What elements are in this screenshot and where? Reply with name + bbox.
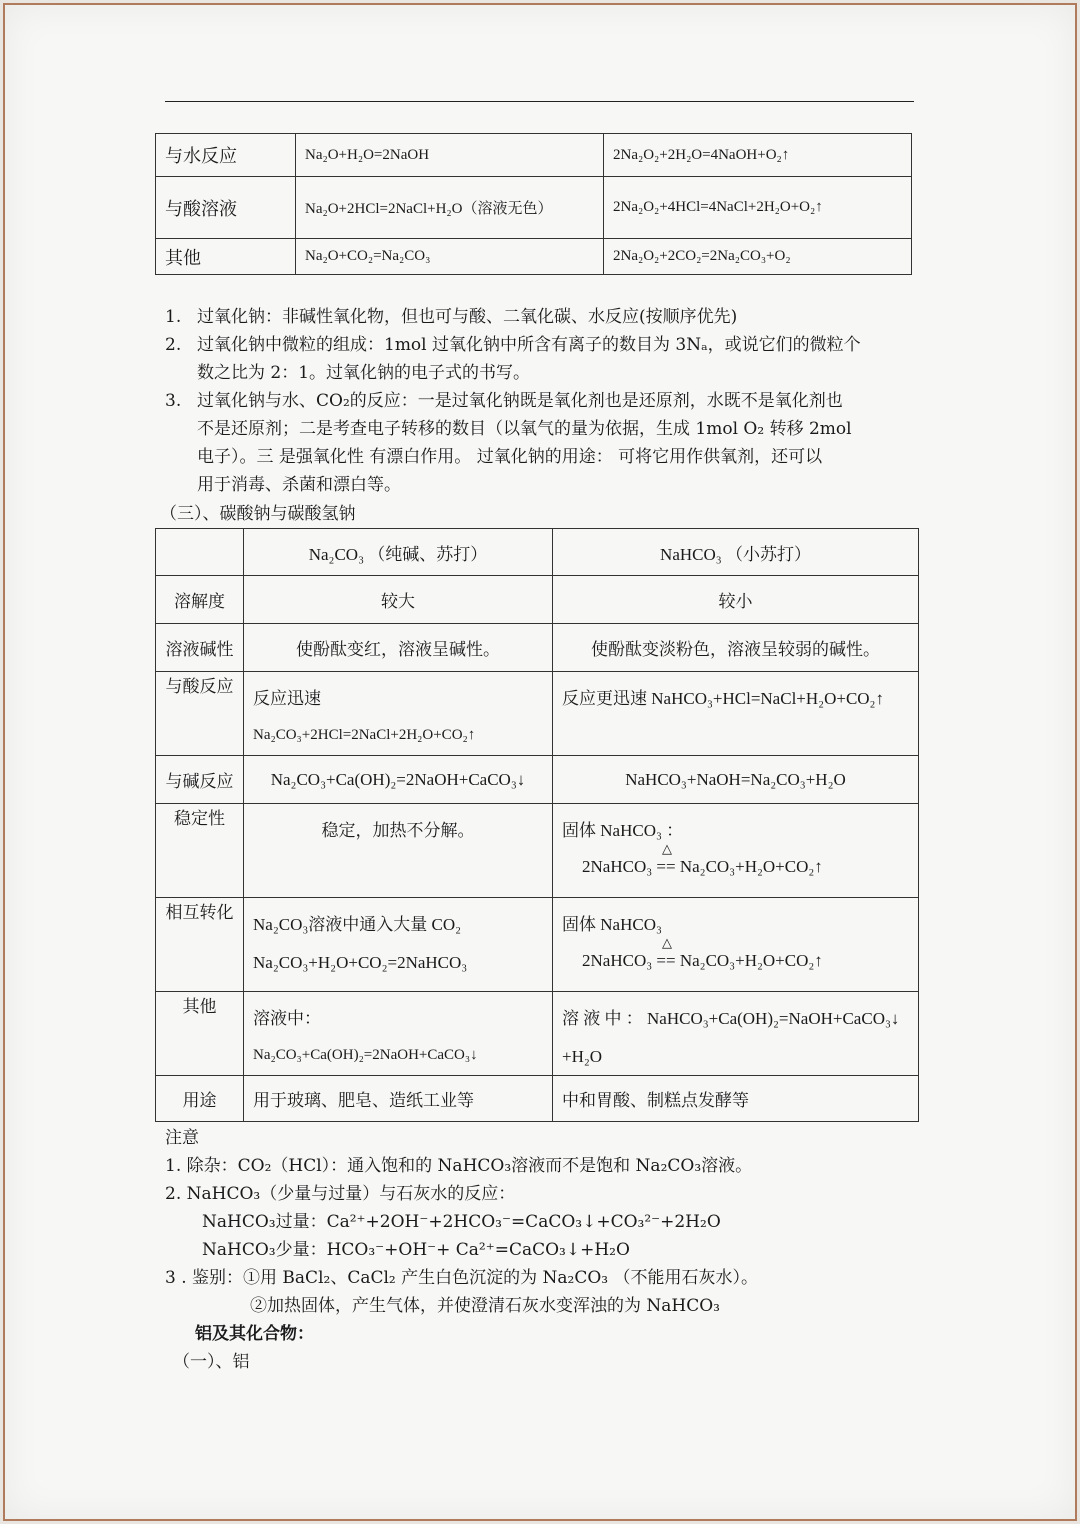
note-line: 不是还原剂；二是考查电子转移的数目（以氧气的量为依据，生成 1mol O₂ 转移 2mol: [197, 419, 852, 439]
row-label: 与水反应: [156, 134, 296, 177]
row-label: 与酸溶液: [156, 177, 296, 239]
na2co3-cell: 用于玻璃、肥皂、造纸工业等: [244, 1076, 553, 1122]
note-line: NaHCO₃过量：Ca²⁺+2OH⁻+2HCO₃⁻=CaCO₃↓+CO₃²⁻+2H₂O: [202, 1212, 721, 1232]
heat-symbol: △: [662, 841, 672, 856]
nahco3-cell: [553, 898, 919, 992]
table-row: [156, 898, 919, 992]
header-rule: [165, 101, 914, 102]
na2o2-cell: 2Na₂O₂+2H₂O=4NaOH+O₂↑: [604, 134, 912, 177]
row-label: 相互转化: [156, 898, 244, 992]
row-label: 其他: [156, 992, 244, 1076]
carbonate-comparison-table: [155, 528, 919, 1122]
nahco3-cell: 反应更迅速 NaHCO₃+HCl=NaCl+H₂O+CO₂↑: [553, 672, 919, 756]
cell-line: Na₂CO₃溶液中通入大量 CO₂: [253, 915, 462, 934]
note-line: ②加热固体，产生气体，并使澄清石灰水变浑浊的为 NaHCO₃: [250, 1296, 720, 1316]
section-heading: 铝及其化合物：: [195, 1324, 314, 1344]
attention-notes: [165, 1124, 925, 1376]
row-label: 与碱反应: [156, 756, 244, 804]
nahco3-cell: 使酚酞变淡粉色，溶液呈较弱的碱性。: [553, 624, 919, 672]
table-row: [156, 804, 919, 898]
na2o2-cell: 2Na₂O₂+2CO₂=2Na₂CO₃+O₂: [604, 239, 912, 275]
na2co3-cell: [244, 672, 553, 756]
row-label: 溶液碱性: [156, 624, 244, 672]
cell-line: 固体 NaHCO₃: [562, 915, 662, 934]
na2co3-cell: [244, 898, 553, 992]
note-line: 1. 除杂：CO₂（HCl）：通入饱和的 NaHCO₃溶液而不是饱和 Na₂CO₃溶液。: [165, 1156, 753, 1176]
heat-symbol: △: [662, 935, 672, 950]
row-label: [156, 529, 244, 576]
row-label: 用途: [156, 1076, 244, 1122]
note-line: 3. 过氧化钠与水、CO₂的反应：一是过氧化钠既是氧化剂也是还原剂，水既不是氧化剂也: [165, 391, 843, 411]
note-line: 3 . 鉴别：①用 BaCl₂、CaCl₂ 产生白色沉淀的为 Na₂CO₃ （不能用石灰水）。: [165, 1268, 759, 1288]
table-row: [156, 992, 919, 1076]
table-row: [156, 756, 919, 804]
peroxide-notes: [165, 303, 925, 499]
table-row: [156, 177, 912, 239]
na2o-cell: Na₂O+H₂O=2NaOH: [296, 134, 604, 177]
table-row: [156, 576, 919, 624]
nahco3-cell: NaHCO₃+NaOH=Na₂CO₃+H₂O: [553, 756, 919, 804]
table-row: [156, 134, 912, 177]
cell-line: Na₂CO₃+Ca(OH)₂=2NaOH+CaCO₃↓: [253, 1047, 478, 1063]
cell-line: 溶液中：: [253, 1009, 321, 1029]
nahco3-header: NaHCO₃ （小苏打）: [553, 529, 919, 576]
row-label: 稳定性: [156, 804, 244, 898]
note-title: 注意: [165, 1128, 199, 1148]
na2co3-cell: Na₂CO₃+Ca(OH)₂=2NaOH+CaCO₃↓: [244, 756, 553, 804]
table-row: [156, 1076, 919, 1122]
nahco3-cell: [553, 992, 919, 1076]
row-label: 其他: [156, 239, 296, 275]
table-row: [156, 624, 919, 672]
note-line: 2. 过氧化钠中微粒的组成：1mol 过氧化钠中所含有离子的数目为 3Nₐ，或说它们的微粒个: [165, 335, 861, 355]
cell-line: 2NaHCO₃ == Na₂CO₃+H₂O+CO₂↑: [582, 857, 823, 876]
na2co3-cell: 使酚酞变红，溶液呈碱性。: [244, 624, 553, 672]
note-line: NaHCO₃少量：HCO₃⁻+OH⁻+ Ca²⁺=CaCO₃↓+H₂O: [202, 1240, 630, 1260]
cell-line: Na₂CO₃+2HCl=2NaCl+2H₂O+CO₂↑: [253, 727, 476, 743]
na2co3-header: Na₂CO₃ （纯碱、苏打）: [244, 529, 553, 576]
subsection-title: （一）、铝: [173, 1352, 250, 1372]
na2o2-cell: 2Na₂O₂+4HCl=4NaCl+2H₂O+O₂↑: [604, 177, 912, 239]
na2co3-cell: 较大: [244, 576, 553, 624]
na2co3-cell: [244, 992, 553, 1076]
note-line: 2. NaHCO₃（少量与过量）与石灰水的反应：: [165, 1184, 516, 1204]
nahco3-cell: [553, 804, 919, 898]
cell-line: 2NaHCO₃ == Na₂CO₃+H₂O+CO₂↑: [582, 951, 823, 970]
cell-line: 溶 液 中 ： NaHCO₃+Ca(OH)₂=NaOH+CaCO₃↓: [562, 1009, 900, 1028]
cell-line: 固体 NaHCO₃ ：: [562, 821, 684, 840]
na2o-cell: Na₂O+CO₂=Na₂CO₃: [296, 239, 604, 275]
note-line: 1. 过氧化钠：非碱性氧化物，但也可与酸、二氧化碳、水反应(按顺序优先): [165, 307, 738, 327]
table-row: [156, 239, 912, 275]
sodium-oxide-comparison-table: [155, 133, 912, 275]
nahco3-cell: 较小: [553, 576, 919, 624]
row-label: 与酸反应: [156, 672, 244, 756]
note-line: 电子）。三 是强氧化性 有漂白作用。 过氧化钠的用途： 可将它用作供氧剂，还可以: [197, 447, 823, 467]
section-title: （三）、碳酸钠与碳酸氢钠: [160, 504, 356, 524]
row-label: 溶解度: [156, 576, 244, 624]
cell-line: +H₂O: [562, 1047, 603, 1066]
na2co3-cell: 稳定，加热不分解。: [244, 804, 553, 898]
table-row: [156, 529, 919, 576]
table-row: [156, 672, 919, 756]
note-line: 数之比为 2：1。过氧化钠的电子式的书写。: [197, 363, 531, 383]
cell-line: Na₂CO₃+H₂O+CO₂=2NaHCO₃: [253, 953, 468, 972]
na2o-cell: Na₂O+2HCl=2NaCl+H₂O（溶液无色）: [296, 177, 604, 239]
cell-line: 反应迅速: [253, 689, 321, 709]
nahco3-cell: 中和胃酸、制糕点发酵等: [553, 1076, 919, 1122]
note-line: 用于消毒、杀菌和漂白等。: [197, 475, 401, 495]
